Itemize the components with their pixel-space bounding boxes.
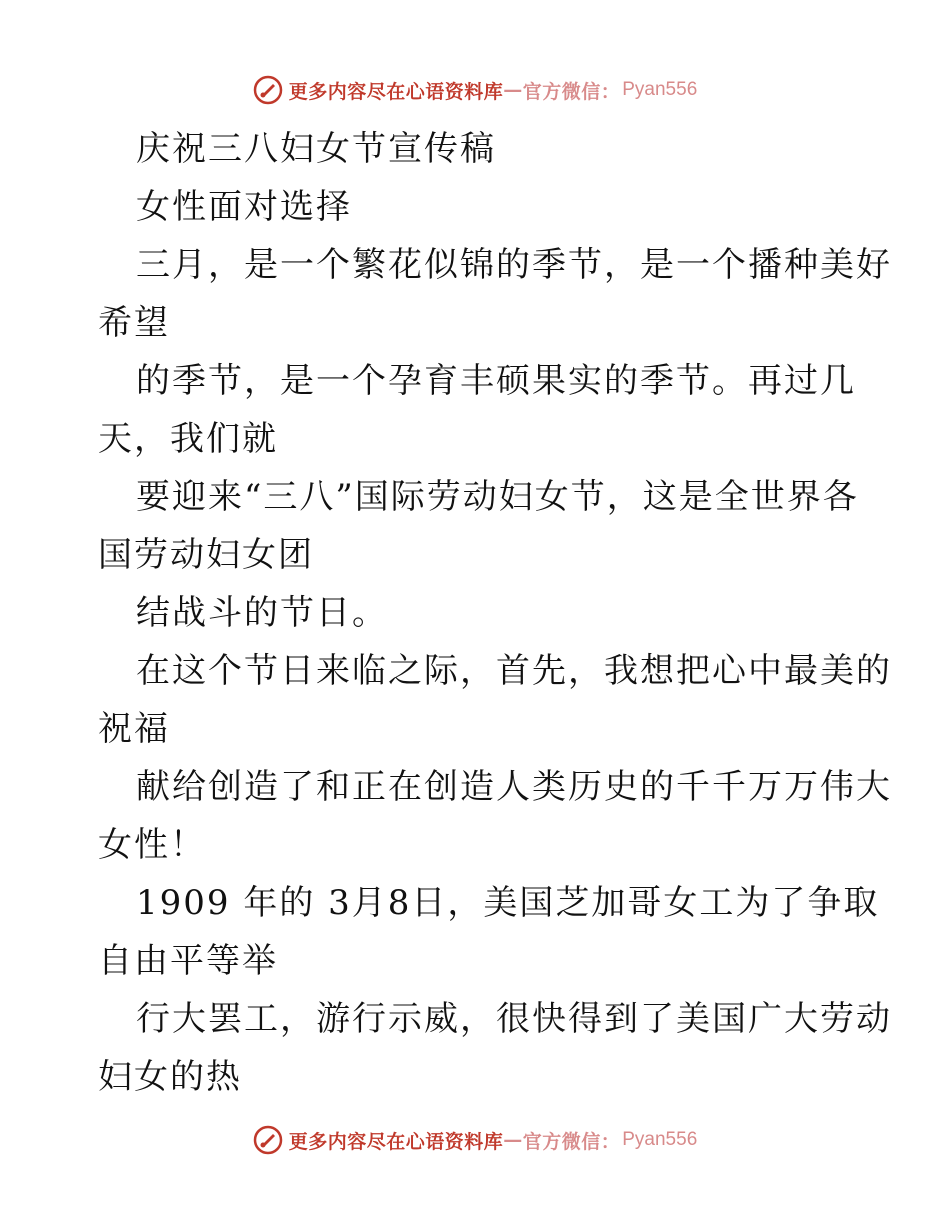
paragraph-line: 行大罢工，游行示威，很快得到了美国广大劳动	[136, 999, 892, 1039]
paragraph-line: 要迎来“三八”国际劳动妇女节，这是全世界各	[136, 477, 859, 517]
document-title: 庆祝三八妇女节宣传稿	[136, 129, 496, 169]
paragraph-line: 在这个节日来临之际，首先，我想把心中最美的	[136, 651, 892, 691]
paragraph-line: 三月，是一个繁花似锦的季节，是一个播种美好	[136, 245, 892, 285]
footer-wechat-id: Pyan556	[622, 1129, 698, 1150]
header-site-text: 更多内容尽在心语资料库	[288, 80, 504, 103]
paragraph-line: 的季节，是一个孕育丰硕果实的季节。再过几	[136, 361, 856, 401]
footer-site-text: 更多内容尽在心语资料库	[288, 1130, 504, 1153]
paragraph-line: 天，我们就	[98, 419, 278, 459]
paragraph-line: 妇女的热	[98, 1057, 242, 1097]
paragraph-line: 希望	[98, 303, 170, 343]
footer-banner	[0, 1120, 950, 1160]
paragraph-line: 1909 年的 3月8日，美国芝加哥女工为了争取	[136, 883, 880, 923]
header-separator: —	[503, 79, 523, 101]
paragraph-line: 自由平等举	[98, 941, 278, 981]
header-wechat-id: Pyan556	[622, 79, 698, 100]
logo-icon	[253, 75, 283, 105]
paragraph-line: 国劳动妇女团	[98, 535, 314, 575]
document-subtitle: 女性面对选择	[136, 187, 352, 227]
logo-icon	[253, 1125, 283, 1155]
paragraph-line: 女性！	[98, 825, 206, 865]
footer-separator: —	[503, 1129, 523, 1151]
header-wechat-label: 官方微信：	[522, 80, 621, 103]
footer-wechat-label: 官方微信：	[522, 1130, 621, 1153]
header-banner	[0, 70, 950, 110]
document-body	[98, 120, 892, 1106]
paragraph-line: 结战斗的节日。	[136, 593, 388, 633]
paragraph-line: 献给创造了和正在创造人类历史的千千万万伟大	[136, 767, 892, 807]
paragraph-line: 祝福	[98, 709, 170, 749]
